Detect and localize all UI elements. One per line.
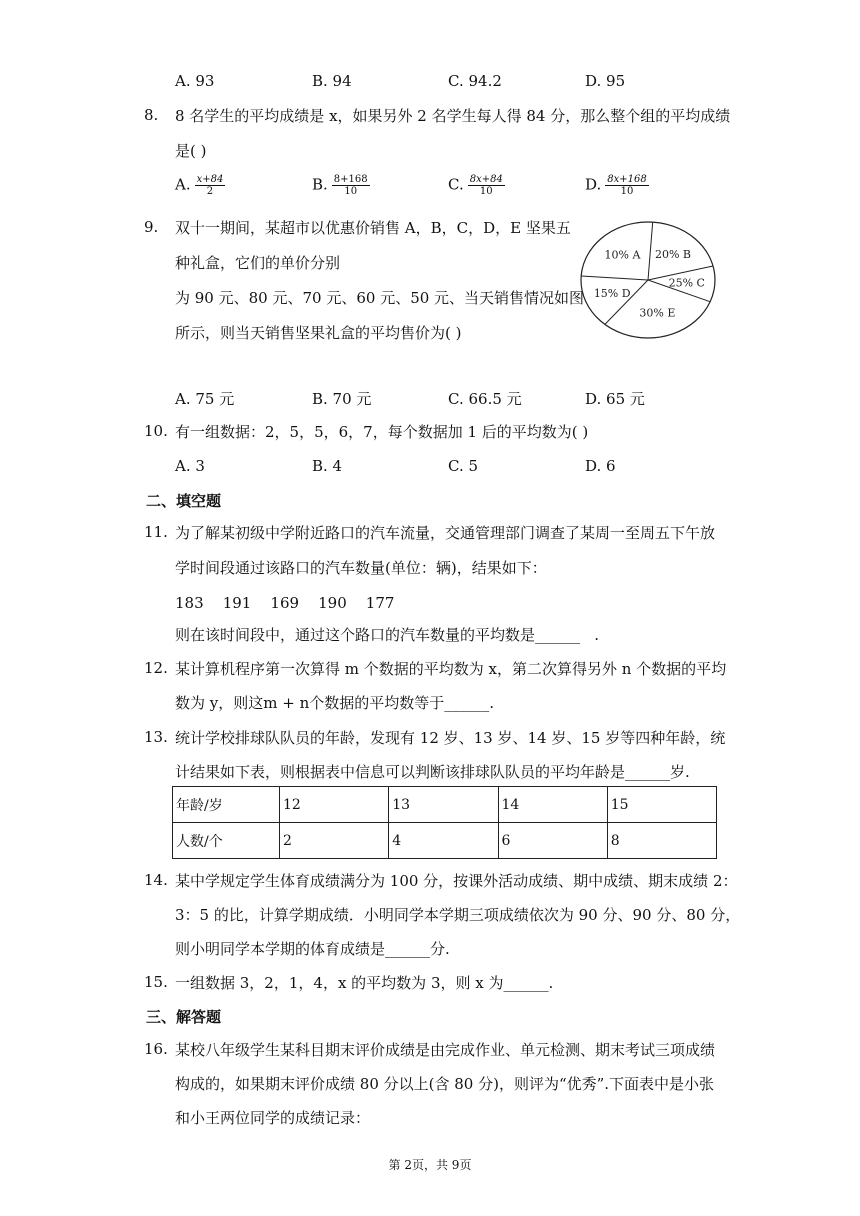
table-cell: 12 — [280, 787, 389, 823]
q8-option-a-fraction — [195, 174, 226, 197]
q14-number: 14. — [144, 871, 168, 889]
table-cell: 4 — [389, 823, 498, 859]
table-cell: 13 — [389, 787, 498, 823]
fraction-denominator: 10 — [620, 186, 634, 197]
q13-line2: 计结果如下表，则根据表中信息可以判断该排球队队员的平均年龄是______岁. — [175, 763, 690, 781]
q16-line3: 和小王两位同学的成绩记录： — [175, 1109, 371, 1127]
q16-line1: 某校八年级学生某科目期末评价成绩是由完成作业、单元检测、期末考试三项成绩 — [175, 1041, 716, 1059]
q16-number: 16. — [144, 1040, 168, 1058]
pie-slice-label-e: 30% E — [639, 306, 676, 320]
q12-line1: 某计算机程序第一次算得 m 个数据的平均数为 x，第二次算得另外 n 个数据的平均 — [175, 660, 727, 678]
q11-data: 183 191 169 190 177 — [175, 594, 395, 612]
pie-slice-label-b: 20% B — [654, 248, 692, 262]
q9-line3: 为 90 元、80 元、70 元、60 元、50 元、当天销售情况如图 — [175, 289, 585, 307]
q12-number: 12. — [144, 659, 168, 677]
q8-stem-line2: 是( ) — [175, 142, 207, 160]
fraction-numerator: 8x+84 — [469, 174, 503, 185]
fraction-denominator: 10 — [344, 186, 358, 197]
table-cell: 15 — [607, 787, 716, 823]
q8-option-d-label: D. — [585, 175, 602, 194]
q8-option-c-label: C. — [448, 175, 464, 194]
q9-line4: 所示，则当天销售坚果礼盒的平均售价为( ) — [175, 324, 462, 342]
q8-option-d-fraction — [605, 174, 648, 197]
q7-option-b: B. 94 — [312, 72, 352, 90]
fraction-numerator: 8x+168 — [607, 174, 647, 185]
page-footer: 第 2页，共 9页 — [388, 1158, 472, 1172]
q16-line2: 构成的，如果期末评价成绩 80 分以上(含 80 分)，则评为“优秀”.下面表中是小张 — [175, 1075, 715, 1093]
q11-line2: 学时间段通过该路口的汽车数量(单位：辆)，结果如下： — [175, 559, 547, 577]
q13-age-table — [172, 786, 717, 859]
q8-number: 8. — [144, 106, 159, 124]
q10-stem: 有一组数据：2，5，5，6，7，每个数据加 1 后的平均数为( ) — [175, 423, 589, 441]
table-cell: 人数/个 — [173, 823, 280, 859]
fraction-denominator: 10 — [479, 186, 493, 197]
q14-line3: 则小明同学本学期的体育成绩是______分. — [175, 940, 450, 958]
q10-option-d: D. 6 — [585, 457, 616, 475]
q13-line1: 统计学校排球队队员的年龄，发现有 12 岁、13 岁、14 岁、15 岁等四种年龄，统 — [175, 729, 726, 747]
q15-number: 15. — [144, 973, 168, 991]
table-row — [173, 787, 717, 823]
q7-option-d: D. 95 — [585, 72, 626, 90]
q8-option-a — [175, 174, 225, 197]
pie-slice-label-a: 25% C — [668, 276, 705, 290]
q9-option-a: A. 75 元 — [175, 390, 235, 408]
section-fill-in-blank-heading: 二、填空题 — [146, 492, 222, 510]
pie-slice-label-d: 15% D — [593, 287, 631, 301]
q8-option-c — [448, 174, 505, 197]
q10-option-a: A. 3 — [175, 457, 205, 475]
q14-line1: 某中学规定学生体育成绩满分为 100 分，按课外活动成绩、期中成绩、期末成绩 2： — [175, 872, 738, 890]
table-cell: 年龄/岁 — [173, 787, 280, 823]
table-cell: 14 — [498, 787, 607, 823]
q7-option-a: A. 93 — [175, 72, 215, 90]
table-cell: 8 — [607, 823, 716, 859]
q7-option-c: C. 94.2 — [448, 72, 502, 90]
q9-number: 9. — [144, 218, 159, 236]
section-answer-heading: 三、解答题 — [146, 1008, 222, 1026]
q8-option-b — [312, 174, 370, 197]
pie-chart — [578, 218, 718, 342]
q11-line4: 则在该时间段中，通过这个路口的汽车数量的平均数是______ . — [175, 626, 600, 644]
q11-number: 11. — [144, 523, 168, 541]
q8-stem-line1: 8 名学生的平均成绩是 x，如果另外 2 名学生每人得 84 分，那么整个组的平均成绩 — [175, 107, 731, 125]
q8-option-c-fraction — [468, 174, 505, 197]
q9-line1: 双十一期间，某超市以优惠价销售 A，B，C，D，E 坚果五 — [175, 219, 571, 237]
q9-option-c: C. 66.5 元 — [448, 390, 522, 408]
fraction-numerator: x+84 — [196, 174, 224, 185]
q8-option-b-fraction — [332, 174, 370, 197]
q8-option-a-label: A. — [175, 175, 191, 194]
q9-line2: 种礼盒，它们的单价分别 — [175, 254, 341, 272]
q10-option-c: C. 5 — [448, 457, 479, 475]
pie-slice-boundary-c — [648, 222, 653, 280]
q13-number: 13. — [144, 728, 168, 746]
q9-option-b: B. 70 元 — [312, 390, 372, 408]
q14-line2: 3：5 的比，计算学期成绩．小明同学本学期三项成绩依次为 90 分、90 分、80 分， — [175, 906, 741, 924]
q11-line1: 为了解某初级中学附近路口的汽车流量，交通管理部门调查了某周一至周五下午放 — [175, 524, 716, 542]
fraction-denominator: 2 — [206, 186, 214, 197]
q10-option-b: B. 4 — [312, 457, 343, 475]
fraction-numerator: 8+168 — [333, 174, 368, 185]
pie-slice-boundary-d — [581, 276, 648, 280]
q10-number: 10. — [144, 422, 168, 440]
table-row — [173, 823, 717, 859]
q9-option-d: D. 65 元 — [585, 390, 645, 408]
table-cell: 6 — [498, 823, 607, 859]
q8-option-d — [585, 174, 649, 197]
pie-slice-label-c: 10% A — [604, 248, 641, 262]
q15-line1: 一组数据 3，2，1，4，x 的平均数为 3，则 x 为______. — [175, 974, 554, 992]
table-cell: 2 — [280, 823, 389, 859]
q12-line2: 数为 y，则这m + n个数据的平均数等于______. — [175, 694, 495, 712]
q8-option-b-label: B. — [312, 175, 328, 194]
